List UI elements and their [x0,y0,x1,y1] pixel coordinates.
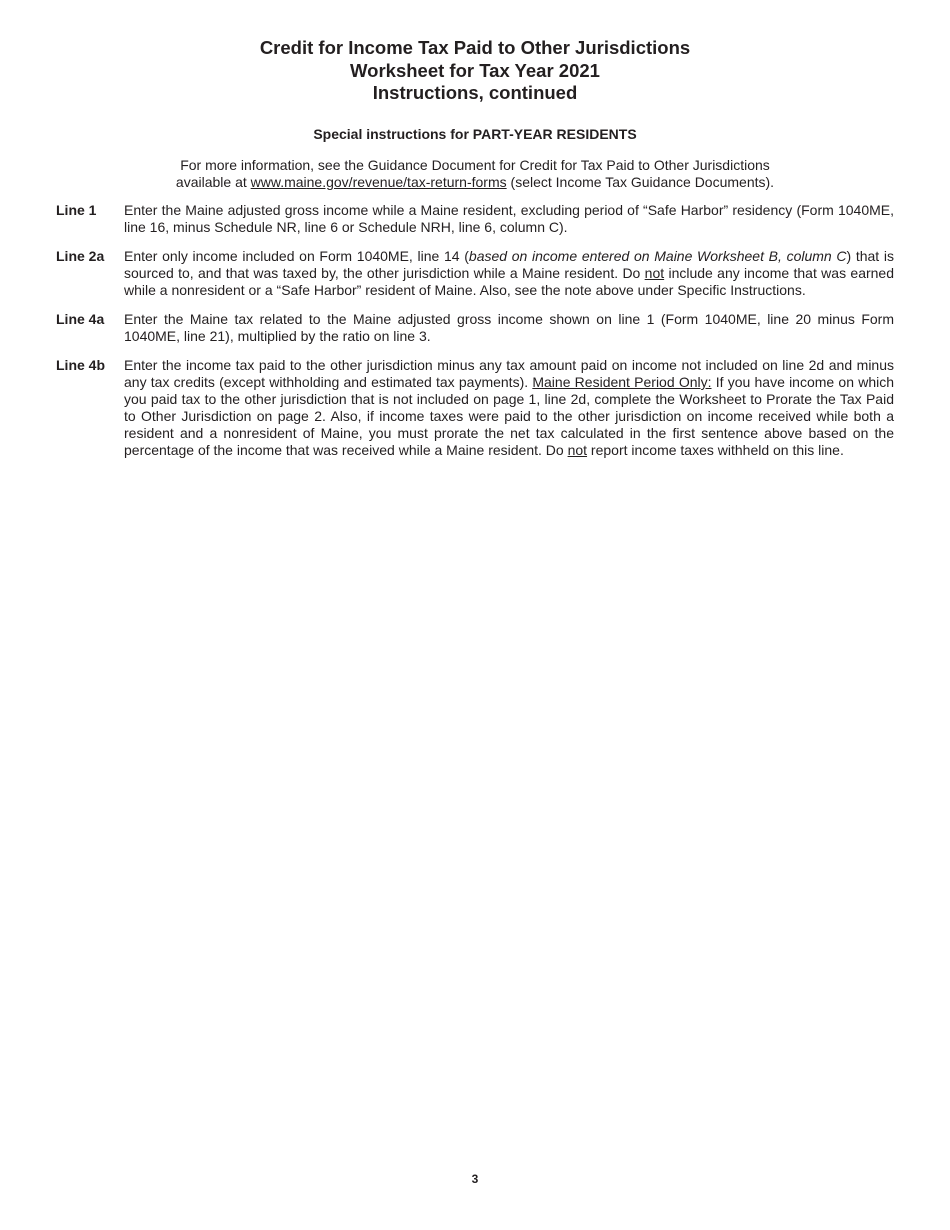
line-4b-entry [56,357,894,459]
title-line-1: Credit for Income Tax Paid to Other Jurisdictions [259,37,691,58]
info-suffix: (select Income Tax Guidance Documents). [506,174,775,190]
page-number: 3 [471,1172,479,1186]
line-4b-label: Line 4b [56,357,106,373]
line-1-label: Line 1 [56,202,97,218]
title-line-2: Worksheet for Tax Year 2021 [350,59,600,81]
line-1-entry [56,202,894,236]
line-4b-part-3: report income taxes withheld on this line. [587,442,844,458]
info-line-1: For more information, see the Guidance Document for Credit for Tax Paid to Other Jurisdictions [180,157,770,173]
line-2a-part-2: ) that is sourced to, and that was taxed by, the other jurisdiction while a Maine resident. Do [124,248,894,281]
info-paragraph [0,157,950,191]
line-4a-entry [56,311,894,345]
line-4b-text [124,357,894,459]
line-2a-entry [56,248,894,299]
line-4b-part-2: If you have income on which you paid tax to the other jurisdiction that is not included on page 1, line 2d, complete the Worksheet to Prorate the Tax Paid to Other Jurisdiction on page 2. Also, if income taxes were paid to the other jurisdiction on income received while both a resident and a nonresident of Maine, you must prorate the net tax calculated in the first sentence above based on the percentage of the income that was received while a Maine resident. Do [124,374,894,458]
section-heading: Special instructions for PART-YEAR RESIDENTS [313,126,637,142]
line-4b-underline-2: not [567,442,588,458]
line-4b-part-1: Enter the income tax paid to the other jurisdiction minus any tax amount paid on income not included on line 2d and minus any tax credits (except withholding and estimated tax payments). [124,357,894,390]
line-2a-text [124,248,894,299]
line-4b-underline-1: Maine Resident Period Only: [532,374,712,390]
line-2a-underline: not [644,265,665,281]
line-2a-label: Line 2a [56,248,105,264]
page-title [0,37,950,105]
line-1-text: Enter the Maine adjusted gross income while a Maine resident, excluding period of “Safe Harbor” residency (Form 1040ME, line 16, minus Schedule NR, line 6 or Schedule NRH, line 6, column C). [124,202,894,235]
line-2a-part-3: include any income that was earned while a nonresident or a “Safe Harbor” resident of Maine. Also, see the note above under Specific Instructions. [124,265,894,298]
info-line-2 [0,174,950,191]
line-instructions [56,202,894,471]
line-4a-text: Enter the Maine tax related to the Maine adjusted gross income shown on line 1 (Form 1040ME, line 20 minus Form 1040ME, line 21), multiplied by the ratio on line 3. [124,311,894,344]
line-2a-italic: based on income entered on Maine Worksheet B, column C [468,248,847,264]
guidance-link[interactable]: www.maine.gov/revenue/tax-return-forms [250,174,507,190]
line-4a-label: Line 4a [56,311,105,327]
line-2a-part-1: Enter only income included on Form 1040ME, line 14 ( [124,248,469,264]
title-line-3: Instructions, continued [372,82,578,103]
info-prefix: available at [175,174,251,190]
